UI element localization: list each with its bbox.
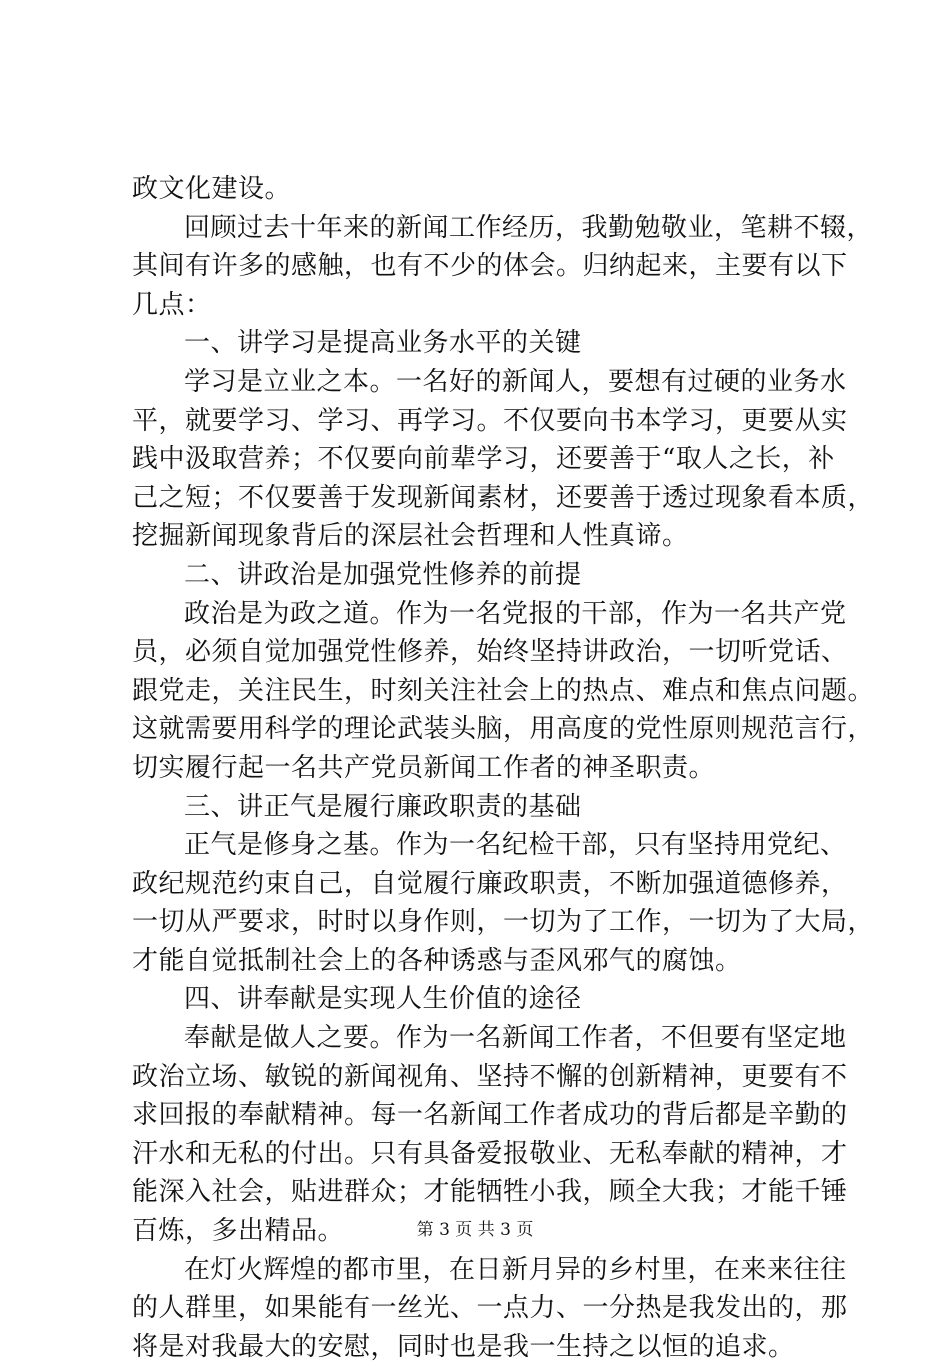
- section-heading: 一、讲学习是提高业务水平的关键: [184, 328, 582, 359]
- paragraph-line: 求回报的奉献精神。每一名新闻工作者成功的背后都是辛勤的: [132, 1100, 848, 1131]
- paragraph-line: 百炼，多出精品。: [132, 1216, 345, 1247]
- paragraph-line: 才能自觉抵制社会上的各种诱惑与歪风邪气的腐蚀。: [132, 945, 742, 976]
- paragraph-line: 回顾过去十年来的新闻工作经历，我勤勉敬业，笔耕不辍，: [184, 212, 874, 243]
- paragraph-line: 正气是修身之基。作为一名纪检干部，只有坚持用党纪、: [184, 830, 847, 861]
- page-number-label: 第 3 页 共 3 页: [416, 1220, 534, 1240]
- paragraph-line: 的人群里，如果能有一丝光、一点力、一分热是我发出的，那: [132, 1293, 848, 1324]
- paragraph-line: 奉献是做人之要。作为一名新闻工作者，不但要有坚定地: [184, 1023, 847, 1054]
- paragraph-line: 汗水和无私的付出。只有具备爱报敬业、无私奉献的精神，才: [132, 1138, 848, 1169]
- paragraph-line: 学习是立业之本。一名好的新闻人，要想有过硬的业务水: [184, 366, 847, 397]
- paragraph-line: 跟党走，关注民生，时刻关注社会上的热点、难点和焦点问题。: [132, 675, 875, 706]
- paragraph-line: 在灯火辉煌的都市里，在日新月异的乡村里，在来来往往: [184, 1254, 847, 1285]
- paragraph-line: 这就需要用科学的理论武装头脑，用高度的党性原则规范言行，: [132, 714, 875, 745]
- paragraph-line: 员，必须自觉加强党性修养，始终坚持讲政治，一切听党话、: [132, 637, 848, 668]
- paragraph-line: 践中汲取营养；不仅要向前辈学习，还要善于“取人之长，补: [132, 444, 835, 475]
- paragraph-line: 切实履行起一名共产党员新闻工作者的神圣职责。: [132, 752, 716, 783]
- paragraph-line: 平，就要学习、学习、再学习。不仅要向书本学习，更要从实: [132, 405, 848, 436]
- paragraph-line: 政纪规范约束自己，自觉履行廉政职责，不断加强道德修养，: [132, 868, 848, 899]
- section-heading: 二、讲政治是加强党性修养的前提: [184, 559, 582, 590]
- paragraph-line: 己之短；不仅要善于发现新闻素材，还要善于透过现象看本质，: [132, 482, 875, 513]
- page-footer: [0, 1219, 950, 1241]
- paragraph-line: 政治立场、敏锐的新闻视角、坚持不懈的创新精神，更要有不: [132, 1061, 848, 1092]
- paragraph-line: 政文化建设。: [132, 174, 292, 204]
- paragraph-line: 能深入社会，贴进群众；才能牺牲小我，顾全大我；才能千锤: [132, 1177, 848, 1208]
- paragraph-line: 挖掘新闻现象背后的深层社会哲理和人性真谛。: [132, 521, 689, 552]
- paragraph-line: 几点：: [132, 289, 212, 320]
- paragraph-line: 政治是为政之道。作为一名党报的干部，作为一名共产党: [184, 598, 847, 629]
- paragraph-line: 一切从严要求，时时以身作则，一切为了工作，一切为了大局，: [132, 907, 875, 938]
- section-heading: 四、讲奉献是实现人生价值的途径: [184, 984, 582, 1015]
- document-body: [132, 170, 875, 1366]
- section-heading: 三、讲正气是履行廉政职责的基础: [184, 791, 582, 822]
- paragraph-line: 将是对我最大的安慰，同时也是我一生持之以恒的追求。: [132, 1331, 795, 1362]
- paragraph-line: 其间有许多的感触，也有不少的体会。归纳起来，主要有以下: [132, 251, 848, 282]
